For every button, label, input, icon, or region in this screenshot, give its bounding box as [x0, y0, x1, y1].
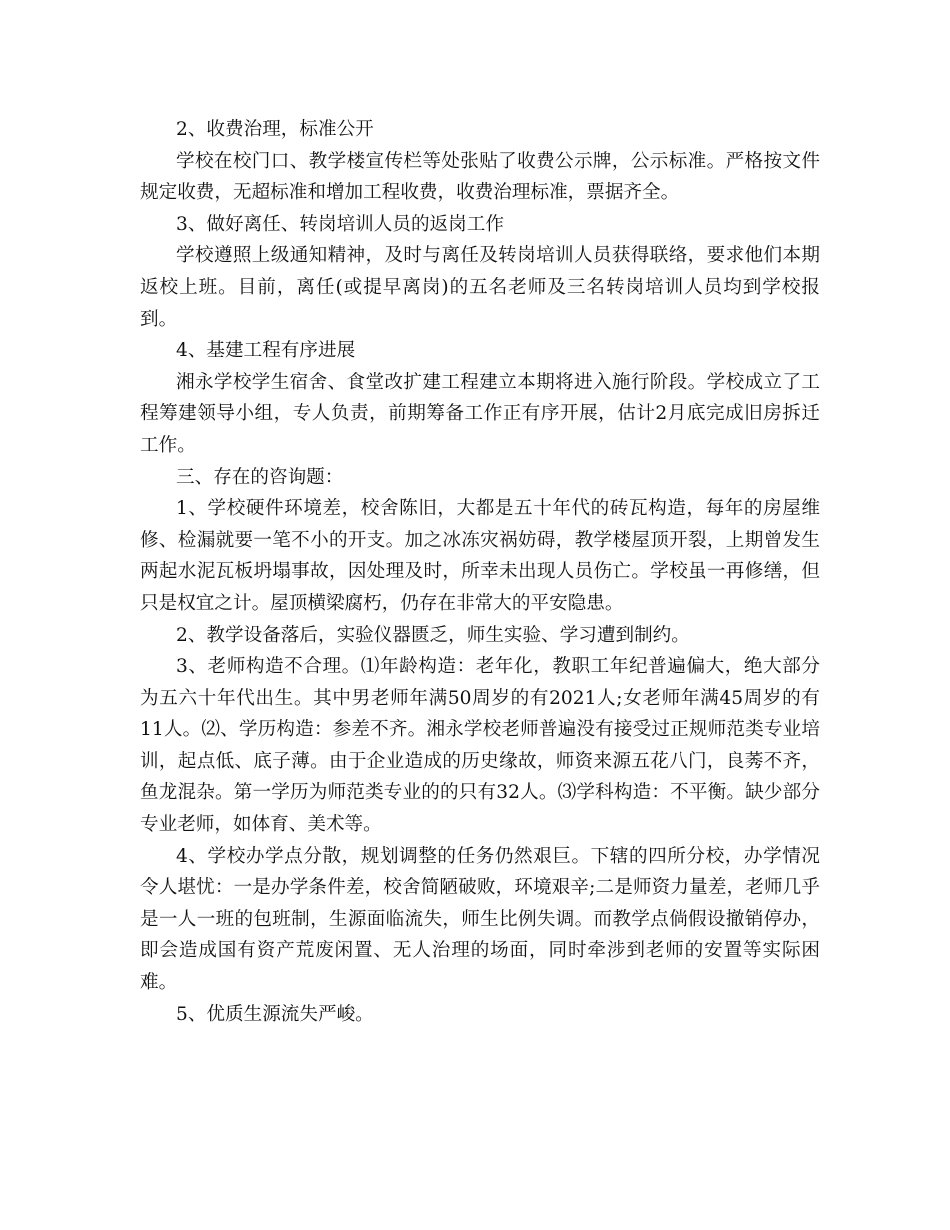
paragraph-construction: 湘永学校学生宿舍、食堂改扩建工程建立本期将进入施行阶段。学校成立了工程筹建领导小组，专人负责，前期筹备工作正有序开展，估计2月底完成旧房拆迁工作。: [140, 371, 820, 456]
document-body: [140, 114, 820, 1030]
paragraph-problem-branches: 4、学校办学点分散，规划调整的任务仍然艰巨。下辖的四所分校，办学情况令人堪忧：一是办学条件差，校舍简陋破败，环境艰辛;二是师资力量差，老师几乎是一人一班的包班制，生源面临流失，师生比例失调。而教学点倘假设撤销停办，即会造成国有资产荒废闲置、无人治理的场面，同时牵涉到老师的安置等实际困难。: [140, 845, 820, 994]
paragraph-fee-management: 学校在校门口、教学楼宣传栏等处张贴了收费公示牌，公示标准。严格按文件规定收费，无超标准和增加工程收费，收费治理标准，票据齐全。: [140, 150, 820, 204]
paragraph-staff-return: 学校遵照上级通知精神，及时与离任及转岗培训人员获得联络，要求他们本期返校上班。目前，离任(或提早离岗)的五名老师及三名转岗培训人员均到学校报到。: [140, 245, 820, 330]
heading-existing-problems: 三、存在的咨询题：: [176, 466, 344, 488]
paragraph-problem-teachers: 3、老师构造不合理。⑴年龄构造：老年化，教职工年纪普遍偏大，绝大部分为五六十年代出生。其中男老师年满50周岁的有2021人;女老师年满45周岁的有11人。⑵、学历构造：参差不齐。湘永学校老师普遍没有接受过正规师范类专业培训，起点低、底子薄。由于企业造成的历史缘故，师资来源五花八门，良莠不齐，鱼龙混杂。第一学历为师范类专业的的只有32人。⑶学科构造：不平衡。缺少部分专业老师，如体育、美术等。: [140, 656, 820, 836]
paragraph-problem-hardware: 1、学校硬件环境差，校舍陈旧，大都是五十年代的砖瓦构造，每年的房屋维修、检漏就要一笔不小的开支。加之冰冻灾祸妨碍，教学楼屋顶开裂，上期曾发生两起水泥瓦板坍塌事故，因处理及时，所幸未出现人员伤亡。学校虽一再修缮，但只是权宜之计。屋顶横梁腐朽，仍存在非常大的平安隐患。: [140, 498, 820, 614]
paragraph-problem-equipment: 2、教学设备落后，实验仪器匮乏，师生实验、学习遭到制约。: [176, 624, 690, 646]
paragraph-problem-students: 5、优质生源流失严峻。: [176, 1003, 374, 1025]
heading-staff-return: 3、做好离任、转岗培训人员的返岗工作: [176, 213, 504, 235]
heading-construction: 4、基建工程有序进展: [176, 340, 356, 362]
heading-fee-management: 2、收费治理，标准公开: [176, 119, 374, 140]
